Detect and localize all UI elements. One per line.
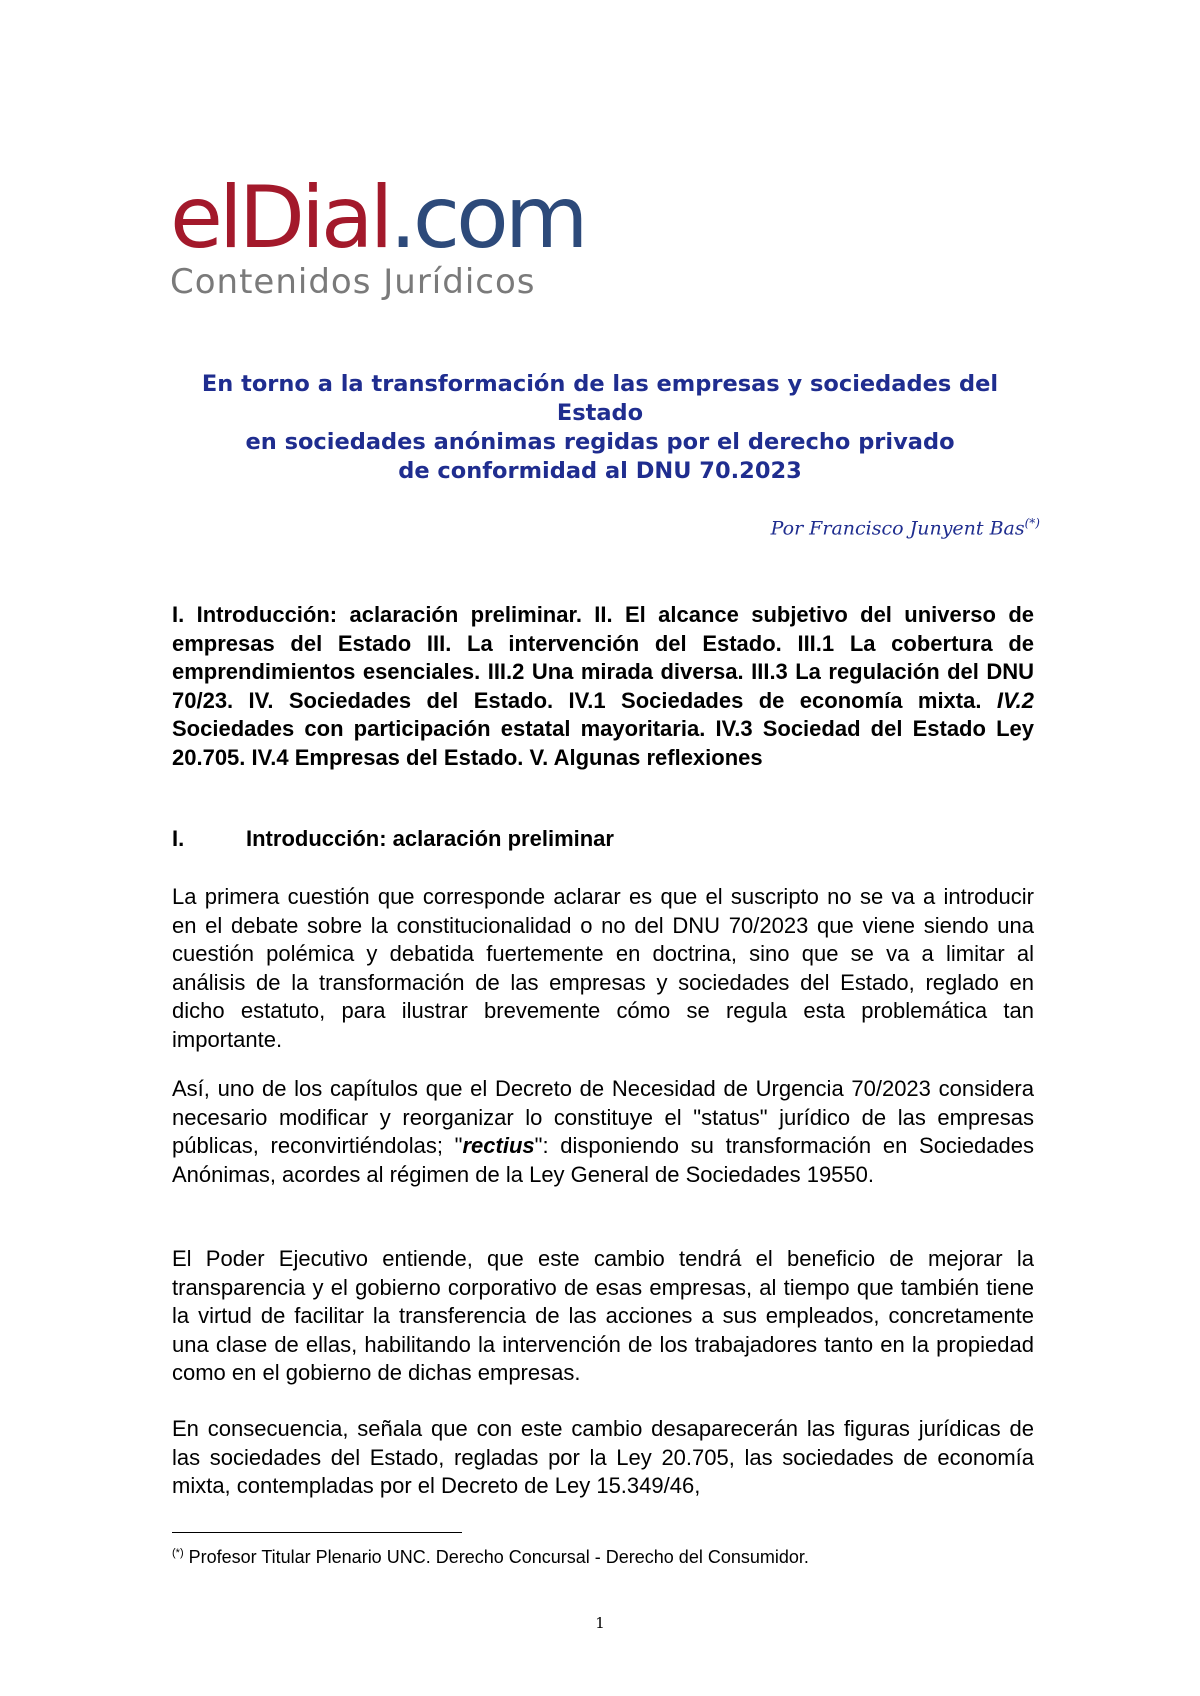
section-title: Introducción: aclaración preliminar: [246, 826, 614, 851]
page-number: 1: [595, 1614, 605, 1632]
footnote-mark: (*): [172, 1547, 184, 1559]
logo-domain-text: .com: [389, 168, 585, 268]
title-line-2: Estado: [556, 400, 644, 426]
paragraph-2-text-b: ": disponiendo su transformación en Sociedades Anónimas, acordes al régimen de la Ley General de Sociedades 19550.: [172, 1133, 1034, 1187]
title-line-1: En torno a la transformación de las empresas y sociedades del: [201, 371, 999, 397]
summary-text-2: Sociedades con participación estatal mayoritaria. IV.3 Sociedad del Estado Ley 20.705. IV.4 Empresas del Estado. V. Algunas reflexiones: [172, 716, 1034, 770]
summary-italic: IV.2: [996, 687, 1034, 713]
title-line-4: de conformidad al DNU 70.2023: [398, 458, 802, 484]
section-heading: [172, 826, 614, 852]
title-line-3: en sociedades anónimas regidas por el derecho privado: [245, 429, 955, 455]
paragraph-3: El Poder Ejecutivo entiende, que este cambio tendrá el beneficio de mejorar la transparencia y el gobierno corporativo de esas empresas, al tiempo que también tiene la virtud de facilitar la transferencia de las acciones a sus empleados, concretamente una clase de ellas, habilitando la intervención de los trabajadores tanto en la propiedad como en el gobierno de dichas empresas.: [172, 1246, 1034, 1385]
document-title: [170, 370, 1030, 486]
paragraph-1: La primera cuestión que corresponde aclarar es que el suscripto no se va a introducir en el debate sobre la constitucionalidad o no del DNU 70/2023 que viene siendo una cuestión polémica y debatida fuertemente en doctrina, sino que se va a limitar al análisis de la transformación de las empresas y sociedades del Estado, reglado en dicho estatuto, para ilustrar brevemente cómo se regula esta problemática tan importante.: [172, 884, 1034, 1052]
logo-wordmark: [170, 168, 590, 268]
footnote-text: Profesor Titular Plenario UNC. Derecho Concursal - Derecho del Consumidor.: [183, 1547, 809, 1567]
logo-tagline: Contenidos Jurídicos: [170, 262, 536, 302]
paragraph-4: En consecuencia, señala que con este cambio desaparecerán las figuras jurídicas de las sociedades del Estado, regladas por la Ley 20.705, las sociedades de economía mixta, contempladas por el Decreto de Ley 15.349/46,: [172, 1416, 1034, 1498]
author-name: Por Francisco Junyent Bas: [770, 517, 1025, 540]
paragraph-2-italic: rectius: [462, 1133, 535, 1158]
author-byline: [771, 516, 1040, 539]
section-number: I.: [172, 826, 185, 851]
table-of-contents-summary: [172, 601, 1034, 773]
footnote: [172, 1547, 809, 1568]
author-footnote-mark: (*): [1024, 516, 1040, 530]
paragraph-2-text-a: Así, uno de los capítulos que el Decreto de Necesidad de Urgencia 70/2023 considera necesario modificar y reorganizar lo constituye el "status" jurídico de las empresas públicas, reconvirtiéndolas; ": [172, 1076, 1034, 1158]
footnote-separator: [172, 1532, 462, 1533]
paragraph-2: [172, 1075, 1034, 1189]
logo-brand-text: elDial: [170, 168, 390, 268]
eldial-logo: [170, 168, 590, 302]
summary-text-1: I. Introducción: aclaración preliminar. II. El alcance subjetivo del universo de empresas del Estado III. La intervención del Estado. III.1 La cobertura de emprendimientos esenciales. III.2 Una mirada diversa. III.3 La regulación del DNU 70/23. IV. Sociedades del Estado. IV.1 Sociedades de economía mixta.: [172, 602, 1034, 713]
